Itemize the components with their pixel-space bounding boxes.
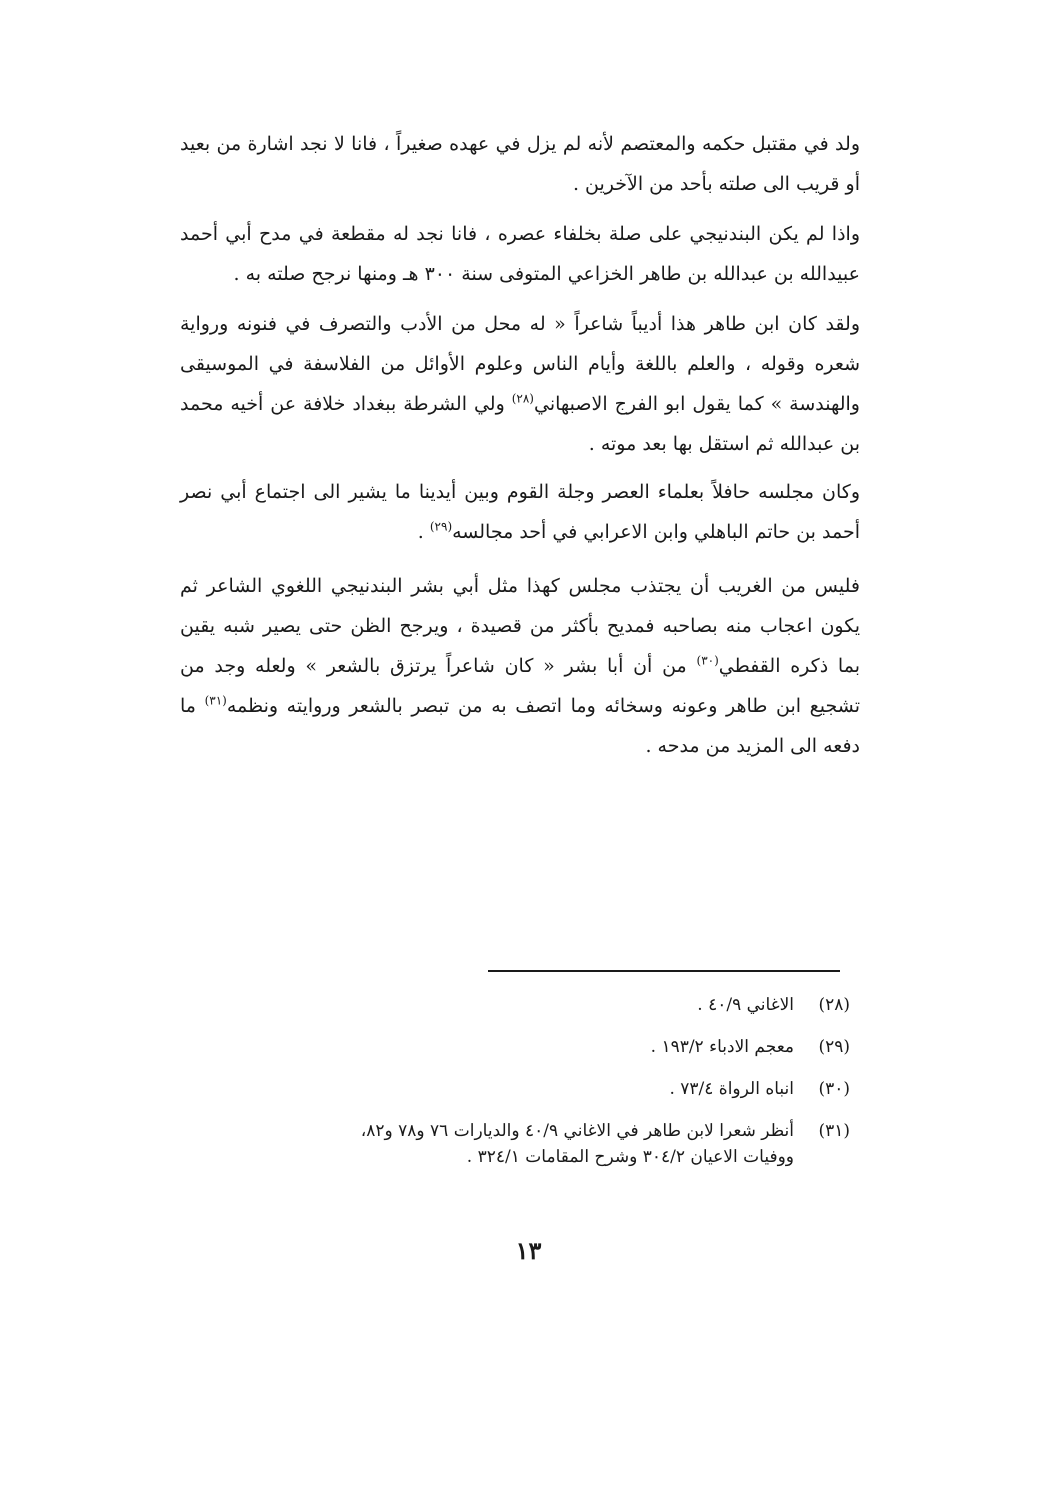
paragraph-5 [180,566,860,766]
footnote-text-continued: ووفيات الاعيان ٣٠٤/٢ وشرح المقامات ٣٢٤/١ . [466,1147,794,1167]
paragraph-5-text-c: ما دفعه الى المزيد من مدحه . [180,695,860,757]
footnote-text: الاغاني ٤٠/٩ . [697,995,794,1015]
footnote-text: أنظر شعرا لابن طاهر في الاغاني ٤٠/٩ والديارات ٧٦ و٧٨ و٨٢، [360,1121,794,1141]
page-number: ١٣ [515,1236,542,1265]
footnote-divider [488,970,840,972]
footnote-number: (٢٨) [818,995,850,1015]
footnote-number: (٣٠) [818,1079,850,1099]
footnote-text: انباه الرواة ٧٣/٤ . [669,1079,794,1099]
footnote-item [180,1076,850,1102]
paragraph-1-text: ولد في مقتبل حكمه والمعتصم لأنه لم يزل في عهده صغيراً ، فانا لا نجد اشارة من بعيد أو قريب الى صلته بأحد من الآخرين . [180,133,860,195]
paragraph-4 [180,472,860,552]
main-text [180,124,860,766]
paragraph-2 [180,214,860,294]
paragraph-3-text-a: ولقد كان ابن طاهر هذا أديباً شاعراً « له محل من الأدب والتصرف في فنونه ورواية شعره وقوله ، والعلم باللغة وأيام الناس وعلوم الأوائل من الفلاسفة في الموسيقى والهندسة » كما يقول ابو الفرج الاصبهاني [180,313,860,415]
paragraph-3 [180,304,860,464]
footnote-ref-28: (٢٨) [511,391,534,406]
footnote-item [180,1034,850,1060]
footnote-number: (٢٩) [818,1037,850,1057]
footnotes [180,992,850,1186]
paragraph-5-text-a: فليس من الغريب أن يجتذب مجلس كهذا مثل أبي بشر البندنيجي اللغوي الشاعر ثم يكون اعجاب منه بصاحبه فمديح بأكثر من قصيدة ، ويرجح الظن حتى يصير شبه يقين بما ذكره القفطي [180,575,860,677]
footnote-text-block [180,1118,794,1170]
footnote-text: معجم الادباء ١٩٣/٢ . [650,1037,794,1057]
paragraph-5-text-b: من أن أبا بشر « كان شاعراً يرتزق بالشعر » ولعله وجد من تشجيع ابن طاهر وعونه وسخائه وما اتصف به من تبصر بالشعر وروايته ونظمه [180,655,860,717]
paragraph-3-text-b: ولي الشرطة ببغداد خلافة عن أخيه محمد بن عبدالله ثم استقل بها بعد موته . [180,393,860,455]
paragraph-2-text: واذا لم يكن البندنيجي على صلة بخلفاء عصره ، فانا نجد له مقطعة في مدح أبي أحمد عبيدالله بن عبدالله بن طاهر الخزاعي المتوفى سنة ٣٠٠ هـ ومنها نرجح صلته به . [180,223,860,285]
paragraph-4-text-a: وكان مجلسه حافلاً بعلماء العصر وجلة القوم وبين أيدينا ما يشير الى اجتماع أبي نصر أحمد بن حاتم الباهلي وابن الاعرابي في أحد مجالسه [180,481,860,543]
paragraph-4-text-b: . [417,521,430,543]
footnote-ref-31: (٣١) [204,693,227,708]
footnote-ref-29: (٢٩) [429,519,453,534]
footnote-ref-30: (٣٠) [696,653,719,668]
footnote-item [180,1118,850,1170]
footnote-number: (٣١) [818,1121,850,1141]
paragraph-1 [180,124,860,204]
footnote-item [180,992,850,1018]
